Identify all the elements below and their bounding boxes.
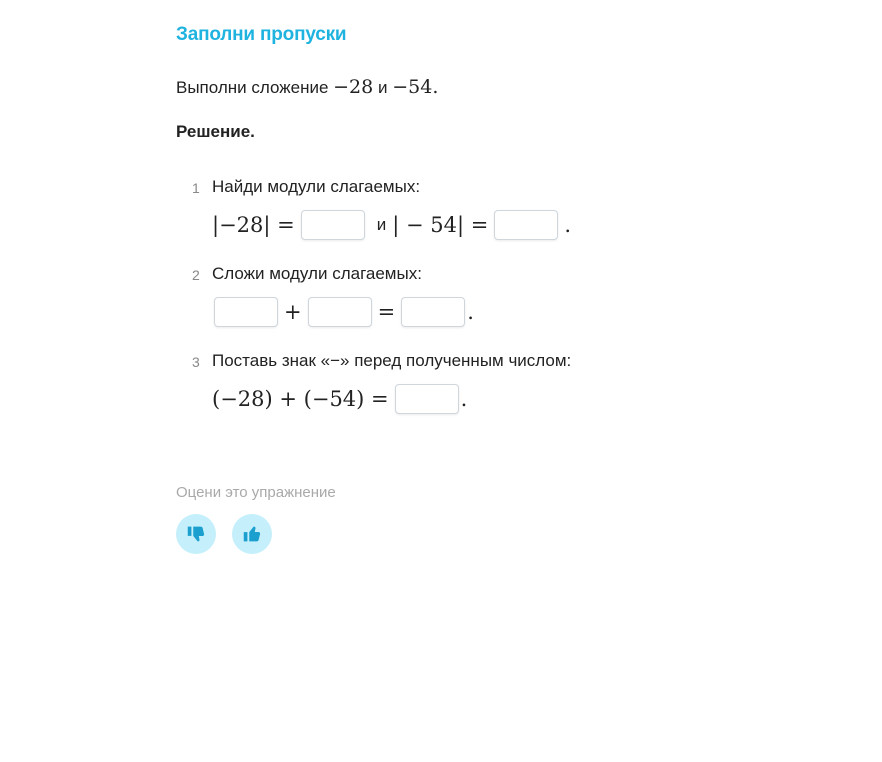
like-button[interactable]: [232, 514, 272, 554]
step-text-1: Найди модули слагаемых:: [212, 177, 421, 196]
period: .: [564, 213, 572, 237]
task-number-a: −28: [333, 76, 374, 98]
step-number-1: 1: [192, 180, 200, 196]
exercise-title: Заполни пропуски: [176, 24, 347, 45]
modulus-a-input[interactable]: [214, 297, 278, 327]
rate-exercise-label: Оцени это упражнение: [176, 484, 336, 501]
abs-28-input[interactable]: [301, 210, 365, 240]
step-2-expression: [212, 295, 474, 329]
plus-sign: +: [284, 300, 302, 324]
solution-label: Решение.: [176, 122, 255, 141]
abs-54-input[interactable]: [494, 210, 558, 240]
step-3-expression: [212, 382, 467, 416]
task-prefix: Выполни сложение: [176, 78, 334, 97]
task-statement: [176, 76, 438, 98]
task-number-b: −54: [392, 76, 433, 98]
modulus-b-input[interactable]: [308, 297, 372, 327]
step-number-2: 2: [192, 267, 200, 283]
period: .: [460, 387, 468, 411]
result-input[interactable]: [395, 384, 459, 414]
step-1-expression: [212, 208, 571, 242]
task-and: и: [373, 78, 393, 97]
thumbs-down-icon: [185, 523, 207, 545]
step-text-2: Сложи модули слагаемых:: [212, 264, 422, 283]
step-number-3: 3: [192, 354, 200, 370]
task-suffix: .: [432, 76, 439, 98]
abs-minus-54-expr: | − 54| =: [392, 213, 489, 237]
abs-minus-28-expr: |−28| =: [212, 213, 295, 237]
period: .: [467, 300, 474, 324]
modulus-sum-input[interactable]: [401, 297, 465, 327]
equals-sign: =: [377, 300, 396, 324]
step-text-3: Поставь знак «−» перед полученным числом:: [212, 351, 572, 370]
sum-expression: (−28) + (−54) =: [212, 387, 389, 411]
dislike-button[interactable]: [176, 514, 216, 554]
conjunction-and: и: [376, 215, 387, 234]
thumbs-up-icon: [241, 523, 263, 545]
